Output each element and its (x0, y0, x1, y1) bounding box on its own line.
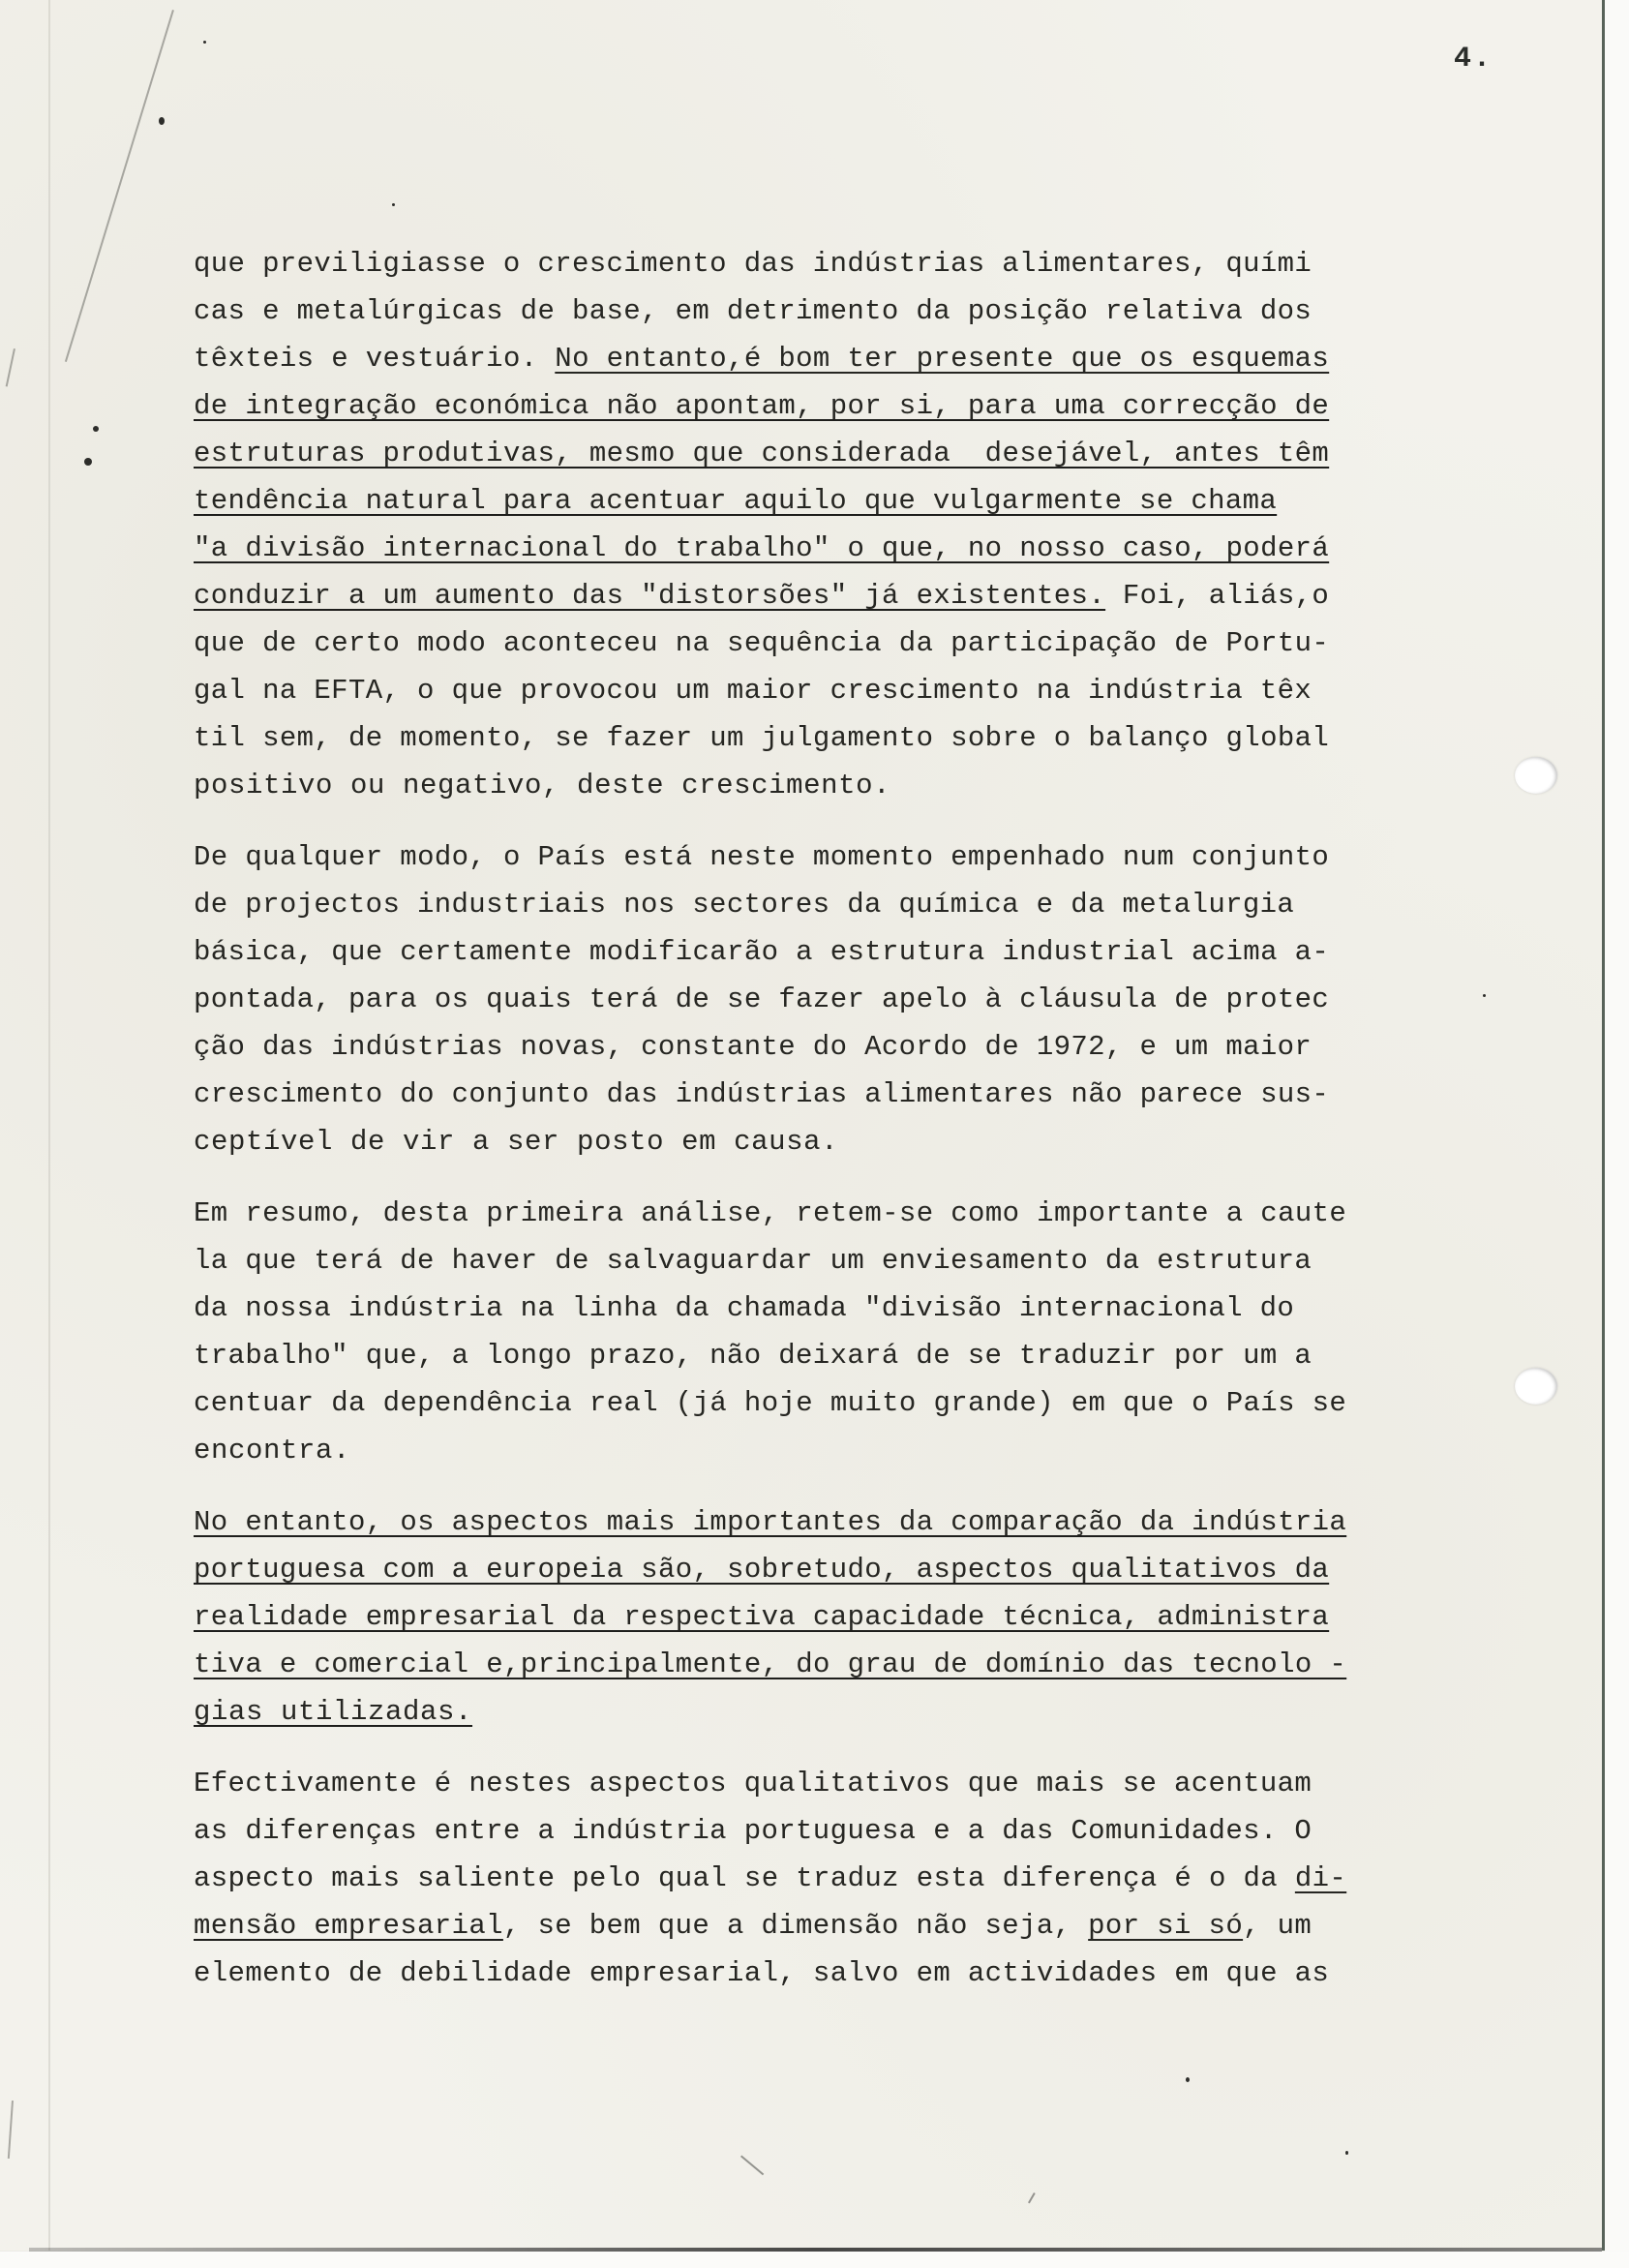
line-text: De qualquer modo, o País está neste momento empenhado num conjunto (194, 841, 1330, 873)
line-text: Em resumo, desta primeira análise, retem-se como importante a caute (194, 1197, 1347, 1229)
line-text: positivo ou negativo, deste crescimento. (194, 770, 891, 801)
line-text: gias utilizadas. (194, 1696, 473, 1728)
line-text: ceptível de vir a ser posto em causa. (194, 1126, 839, 1158)
speck (1345, 2151, 1348, 2155)
paragraph (194, 1498, 1520, 1736)
speck (159, 117, 165, 125)
line-text: cas e metalúrgicas de base, em detrimento da posição relativa dos (194, 295, 1312, 327)
text-line (194, 1807, 1520, 1855)
text-line (194, 287, 1520, 335)
paragraph (194, 1190, 1520, 1474)
line-text: encontra. (194, 1435, 351, 1467)
paragraph-spacing (194, 1736, 1520, 1760)
speck (84, 458, 92, 466)
line-text: pontada, para os quais terá de se fazer apelo à cláusula de protec (194, 983, 1330, 1015)
line-text: aspecto mais saliente pelo qual se traduz esta diferença é o da (194, 1862, 1295, 1894)
line-text: gal na EFTA, o que provocou um maior crescimento na indústria têx (194, 675, 1312, 707)
text-line (194, 1379, 1520, 1427)
text-line (194, 1023, 1520, 1071)
punch-hole (1515, 1368, 1557, 1405)
speck (203, 41, 206, 44)
scanner-margin-bottom (0, 2252, 1629, 2268)
underlined-text-line (194, 1546, 1520, 1593)
line-text: tendência natural para acentuar aquilo que vulgarmente se chama (194, 485, 1278, 517)
text-line (194, 620, 1520, 667)
line-text: básica, que certamente modificarão a estrutura industrial acima a- (194, 936, 1330, 968)
line-text: tiva e comercial e,principalmente, do grau de domínio das tecnolo - (194, 1648, 1347, 1680)
line-text: Efectivamente é nestes aspectos qualitativos que mais se acentuam (194, 1768, 1312, 1799)
underlined-text-line (194, 572, 1520, 620)
underlined-text-line (194, 1902, 1520, 1950)
line-text-plain: Foi, aliás,o (1105, 580, 1330, 612)
line-text: estruturas produtivas, mesmo que considerada desejável, antes têm (194, 438, 1330, 469)
line-text: mensão empresarial (194, 1910, 503, 1942)
text-line (194, 762, 1520, 809)
paragraph-spacing (194, 1165, 1520, 1190)
typed-body-text (194, 240, 1520, 1997)
text-line (194, 1332, 1520, 1379)
line-text: que previligiasse o crescimento das indústrias alimentares, quími (194, 248, 1312, 280)
paragraph-spacing (194, 1474, 1520, 1498)
line-text: que de certo modo aconteceu na sequência da participação de Portu- (194, 627, 1330, 659)
text-line (194, 1118, 1520, 1165)
text-line (194, 928, 1520, 976)
text-line (194, 881, 1520, 928)
underlined-text-line (194, 1688, 1520, 1736)
line-text: têxteis e vestuário. (194, 343, 556, 375)
text-line (194, 1071, 1520, 1118)
underlined-text-line (194, 382, 1520, 430)
text-line (194, 1285, 1520, 1332)
line-text: crescimento do conjunto das indústrias alimentares não parece sus- (194, 1078, 1330, 1110)
paragraph (194, 1760, 1520, 1997)
punch-hole (1515, 757, 1557, 794)
text-line (194, 667, 1520, 714)
text-line (194, 1760, 1520, 1807)
underlined-text-line (194, 525, 1520, 572)
text-line (194, 976, 1520, 1023)
paragraph-spacing (194, 809, 1520, 833)
line-text-underlined: di- (1294, 1862, 1347, 1894)
line-text: trabalho" que, a longo prazo, não deixará de se traduzir por um a (194, 1340, 1312, 1372)
text-line (194, 240, 1520, 287)
speck (93, 426, 99, 432)
line-text: centuar da dependência real (já hoje muito grande) em que o País se (194, 1387, 1347, 1419)
speck (1186, 2077, 1190, 2082)
line-text: da nossa indústria na linha da chamada "divisão internacional do (194, 1292, 1295, 1324)
paragraph (194, 833, 1520, 1165)
line-text: til sem, de momento, se fazer um julgamento sobre o balanço global (194, 722, 1330, 754)
underlined-text-line (194, 1641, 1520, 1688)
line-text: de projectos industriais nos sectores da química e da metalurgia (194, 889, 1295, 921)
text-line (194, 1855, 1520, 1902)
text-line (194, 1427, 1520, 1474)
text-line (194, 1190, 1520, 1237)
underlined-text-line (194, 477, 1520, 525)
line-text: conduzir a um aumento das "distorsões" já existentes. (194, 580, 1106, 612)
line-text-plain: , se bem que a dimensão não seja, (502, 1910, 1089, 1942)
line-text: ção das indústrias novas, constante do Acordo de 1972, e um maior (194, 1031, 1312, 1063)
line-text: de integração económica não apontam, por si, para uma correcção de (194, 390, 1330, 422)
text-line (194, 335, 1520, 382)
line-text: realidade empresarial da respectiva capacidade técnica, administra (194, 1601, 1330, 1633)
underlined-text-line (194, 430, 1520, 477)
page-fold-line (48, 0, 50, 2251)
line-text-underlined: No entanto,é bom ter presente que os esquemas (555, 343, 1330, 375)
line-text-plain: , um (1243, 1910, 1312, 1942)
line-text: No entanto, os aspectos mais importantes da comparação da indústria (194, 1506, 1347, 1538)
underlined-text-line (194, 1498, 1520, 1546)
line-text: as diferenças entre a indústria portuguesa e a das Comunidades. O (194, 1815, 1312, 1847)
speck (392, 203, 395, 206)
page-number: 4. (1454, 43, 1493, 76)
line-text-underlined: por si só (1088, 1910, 1244, 1942)
line-text: la que terá de haver de salvaguardar um enviesamento da estrutura (194, 1245, 1312, 1277)
line-text: elemento de debilidade empresarial, salvo em actividades em que as (194, 1957, 1330, 1989)
text-line (194, 833, 1520, 881)
underlined-text-line (194, 1593, 1520, 1641)
paragraph (194, 240, 1520, 809)
text-line (194, 714, 1520, 762)
line-text: portuguesa com a europeia são, sobretudo, aspectos qualitativos da (194, 1554, 1330, 1586)
line-text: "a divisão internacional do trabalho" o que, no nosso caso, poderá (194, 532, 1330, 564)
scanner-margin (1605, 0, 1629, 2268)
text-line (194, 1950, 1520, 1997)
text-line (194, 1237, 1520, 1285)
